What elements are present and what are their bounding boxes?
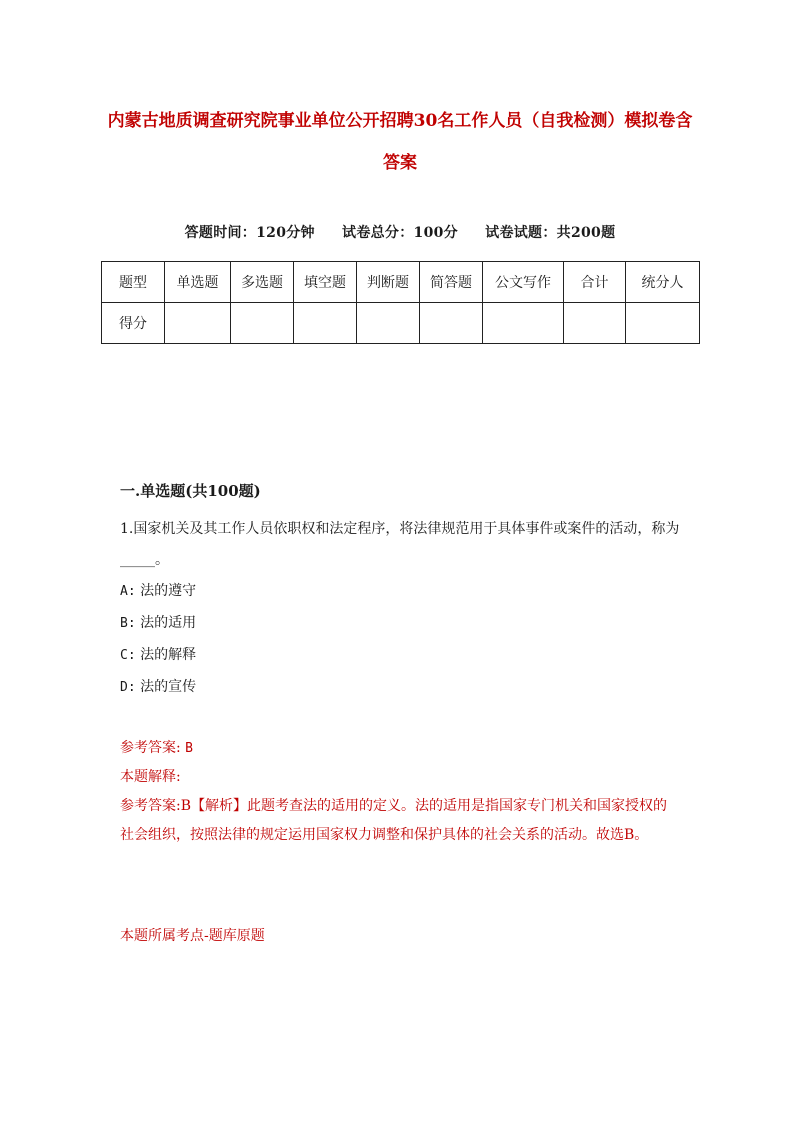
option-d [120,671,196,703]
score-cell [231,303,294,344]
option-key: C: [120,648,136,663]
knowledge-point: 本题所属考点-题库原题 [120,928,265,944]
exam-total-score: 试卷总分：100分 [342,225,458,241]
row-label-cell: 得分 [102,303,165,344]
header-cell: 统分人 [626,262,700,303]
score-cell [294,303,357,344]
option-key: B: [120,616,136,631]
answer-value: B [185,741,193,756]
section-heading: 一.单选题(共100题) [120,482,261,500]
score-table [101,261,700,344]
reference-answer [120,734,685,763]
score-table-header-row [102,262,700,303]
exam-question-count: 试卷试题：共200题 [485,225,616,241]
question-text: 1.国家机关及其工作人员依职权和法定程序，将法律规范用于具体事件或案件的活动，称为_____。 [120,521,680,568]
header-cell: 题型 [102,262,165,303]
score-cell [357,303,420,344]
exam-meta [100,222,700,242]
document-title: 内蒙古地质调查研究院事业单位公开招聘30名工作人员（自我检测）模拟卷含答案 [107,111,693,173]
option-a [120,575,196,607]
header-cell: 简答题 [420,262,483,303]
analysis-label: 本题解释: [120,769,181,785]
analysis-text: 参考答案:B【解析】此题考查法的适用的定义。法的适用是指国家专门机关和国家授权的社会组织，按照法律的规定运用国家权力调整和保护具体的社会关系的活动。故选B。 [120,798,668,843]
option-text: 法的遵守 [140,583,197,599]
score-cell [420,303,483,344]
header-cell: 合计 [564,262,626,303]
option-key: D: [120,680,136,695]
score-table-score-row [102,303,700,344]
header-cell: 公文写作 [483,262,564,303]
header-cell: 单选题 [165,262,231,303]
option-text: 法的适用 [140,615,197,631]
score-cell [483,303,564,344]
header-cell: 判断题 [357,262,420,303]
exam-time: 答题时间：120分钟 [184,225,315,241]
score-cell [564,303,626,344]
score-cell [626,303,700,344]
header-cell: 填空题 [294,262,357,303]
option-text: 法的解释 [140,647,197,663]
option-text: 法的宣传 [140,679,197,695]
option-c [120,639,196,671]
option-list [120,575,196,703]
option-b [120,607,196,639]
answer-label: 参考答案: [120,740,181,756]
option-key: A: [120,584,136,599]
answer-block [120,734,685,850]
score-cell [165,303,231,344]
header-cell: 多选题 [231,262,294,303]
